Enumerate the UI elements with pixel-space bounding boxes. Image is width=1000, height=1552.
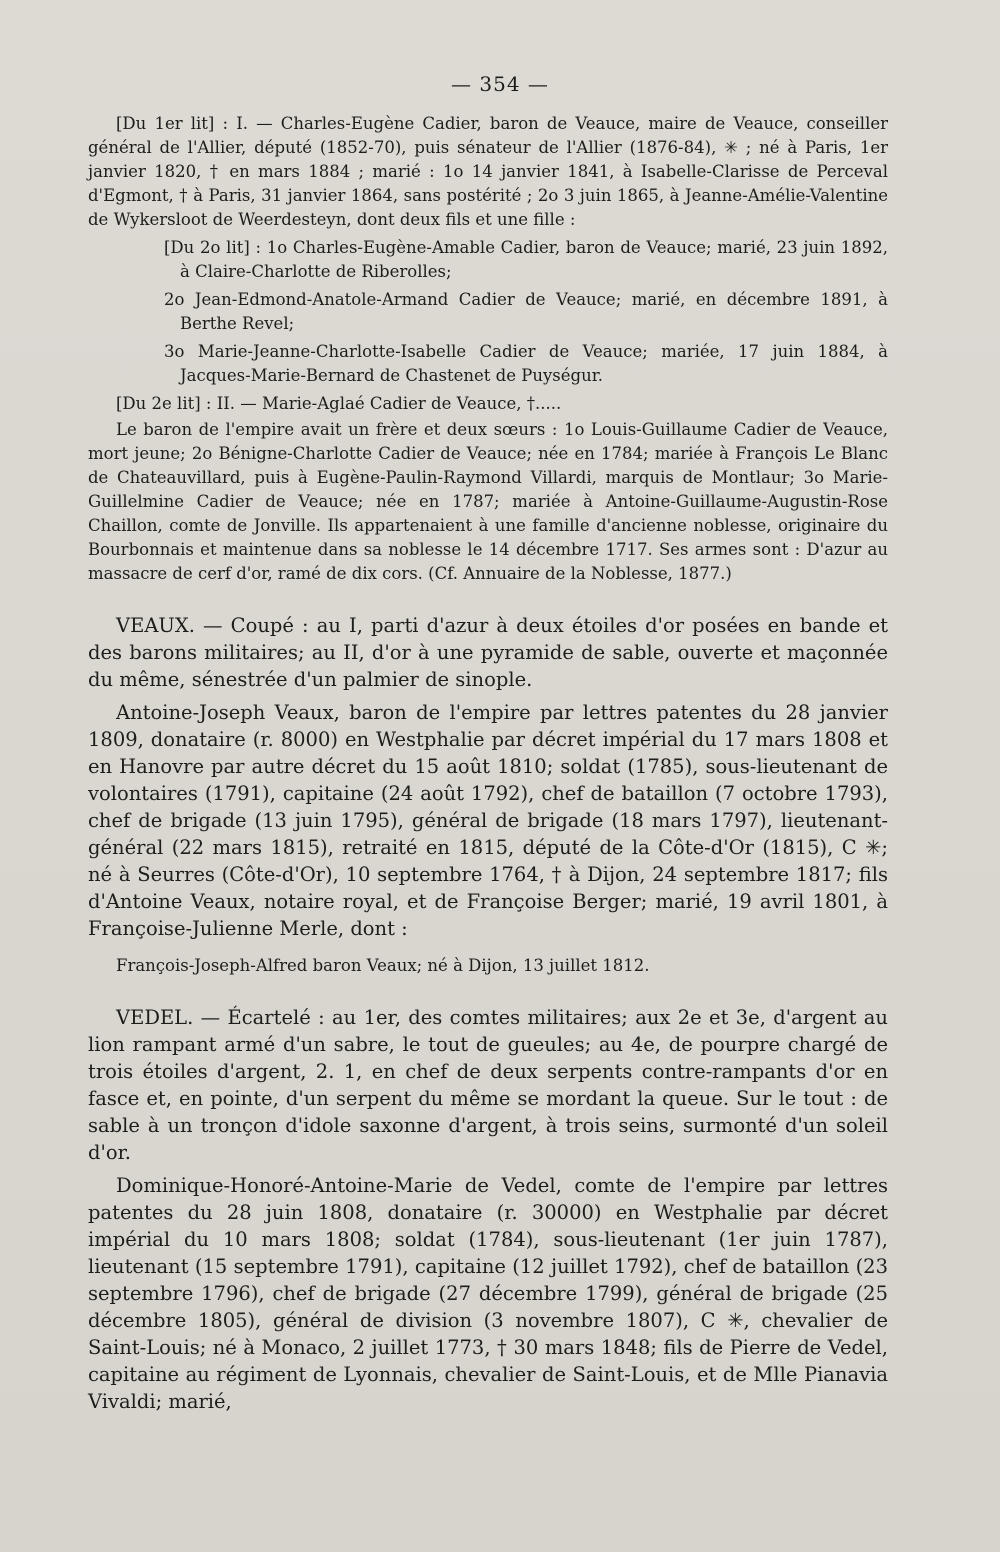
paragraph-cadier-child-1: [Du 2o lit] : 1o Charles-Eugène-Amable Cadier, baron de Veauce; marié, 23 juin 1892, à Claire-Charlotte de Riberolles; [164, 238, 888, 281]
paragraph-cadier-child-2: 2o Jean-Edmond-Anatole-Armand Cadier de Veauce; marié, en décembre 1891, à Berthe Revel; [164, 290, 888, 333]
paragraph-cadier-daughter: [Du 2e lit] : II. — Marie-Aglaé Cadier de Veauce, †..... [116, 394, 562, 413]
vedel-heading: VEDEL. — Écartelé : au 1er, des comtes militaires; aux 2e et 3e, d'argent au lion rampant armé d'un sabre, le tout de gueules; au 4e, de pourpre chargé de trois étoiles d'argent, 2. 1, en chef de deux serpents contre-rampants d'or en fasce et, en pointe, d'un serpent du même se mordant la queue. Sur le tout : de sable à un tronçon d'idole saxonne d'argent, à trois seins, surmonté d'un soleil d'or. [88, 1006, 888, 1164]
body-text [88, 112, 888, 1415]
spacer [88, 978, 888, 1004]
vedel-body: Dominique-Honoré-Antoine-Marie de Vedel, comte de l'empire par lettres patentes du 28 juin 1808, donataire (r. 30000) en Westphalie par décret impérial du 10 mars 1808; soldat (1784), sous-lieutenant (1er juin 1787), lieutenant (15 septembre 1791), capitaine (12 juillet 1792), chef de bataillon (23 septembre 1796), chef de brigade (27 décembre 1799), général de brigade (25 décembre 1805), général de division (3 novembre 1807), C ✳, chevalier de Saint-Louis; né à Monaco, 2 juillet 1773, † 30 mars 1848; fils de Pierre de Vedel, capitaine au régiment de Lyonnais, chevalier de Saint-Louis, et de Mlle Pianavia Vivaldi; marié, [88, 1174, 888, 1413]
veaux-son: François-Joseph-Alfred baron Veaux; né à Dijon, 13 juillet 1812. [116, 956, 650, 975]
paragraph-cadier-main: [Du 1er lit] : I. — Charles-Eugène Cadier, baron de Veauce, maire de Veauce, conseiller général de l'Allier, député (1852-70), puis sénateur de l'Allier (1876-84), ✳ ; né à Paris, 1er janvier 1820, † en mars 1884 ; marié : 1o 14 janvier 1841, à Isabelle-Clarisse de Perceval d'Egmont, † à Paris, 31 janvier 1864, sans postérité ; 2o 3 juin 1865, à Jeanne-Amélie-Valentine de Wykersloot de Weerdesteyn, dont deux fils et une fille : [88, 114, 888, 229]
veaux-body: Antoine-Joseph Veaux, baron de l'empire par lettres patentes du 28 janvier 1809, donataire (r. 8000) en Westphalie par décret impérial du 17 mars 1808 et en Hanovre par autre décret du 15 août 1810; soldat (1785), sous-lieutenant de volontaires (1791), capitaine (24 août 1792), chef de bataillon (7 octobre 1793), chef de brigade (13 juin 1795), général de brigade (18 mars 1797), lieutenant-général (22 mars 1815), retraité en 1815, député de la Côte-d'Or (1815), C ✳; né à Seurres (Côte-d'Or), 10 septembre 1764, † à Dijon, 24 septembre 1817; fils d'Antoine Veaux, notaire royal, et de Françoise Berger; marié, 19 avril 1801, à Françoise-Julienne Merle, dont : [88, 701, 888, 940]
spacer [88, 586, 888, 612]
page-number: — 354 — [451, 72, 549, 96]
veaux-heading: VEAUX. — Coupé : au I, parti d'azur à deux étoiles d'or posées en bande et des barons militaires; au II, d'or à une pyramide de sable, ouverte et maçonnée du même, sénestrée d'un palmier de sinople. [88, 614, 888, 691]
paragraph-cadier-family: Le baron de l'empire avait un frère et deux sœurs : 1o Louis-Guillaume Cadier de Veauce, mort jeune; 2o Bénigne-Charlotte Cadier de Veauce; née en 1784; mariée à François Le Blanc de Chateauvillard, puis à Eugène-Paulin-Raymond Villardi, marquis de Montlaur; 3o Marie-Guillelmine Cadier de Veauce; née en 1787; mariée à Antoine-Guillaume-Augustin-Rose Chaillon, comte de Jonville. Ils appartenaient à une famille d'ancienne noblesse, originaire du Bourbonnais et maintenue dans sa noblesse le 14 décembre 1717. Ses armes sont : D'azur au massacre de cerf d'or, ramé de dix cors. (Cf. Annuaire de la Noblesse, 1877.) [88, 420, 888, 583]
paragraph-cadier-child-3: 3o Marie-Jeanne-Charlotte-Isabelle Cadier de Veauce; mariée, 17 juin 1884, à Jacques-Marie-Bernard de Chastenet de Puységur. [164, 342, 888, 385]
